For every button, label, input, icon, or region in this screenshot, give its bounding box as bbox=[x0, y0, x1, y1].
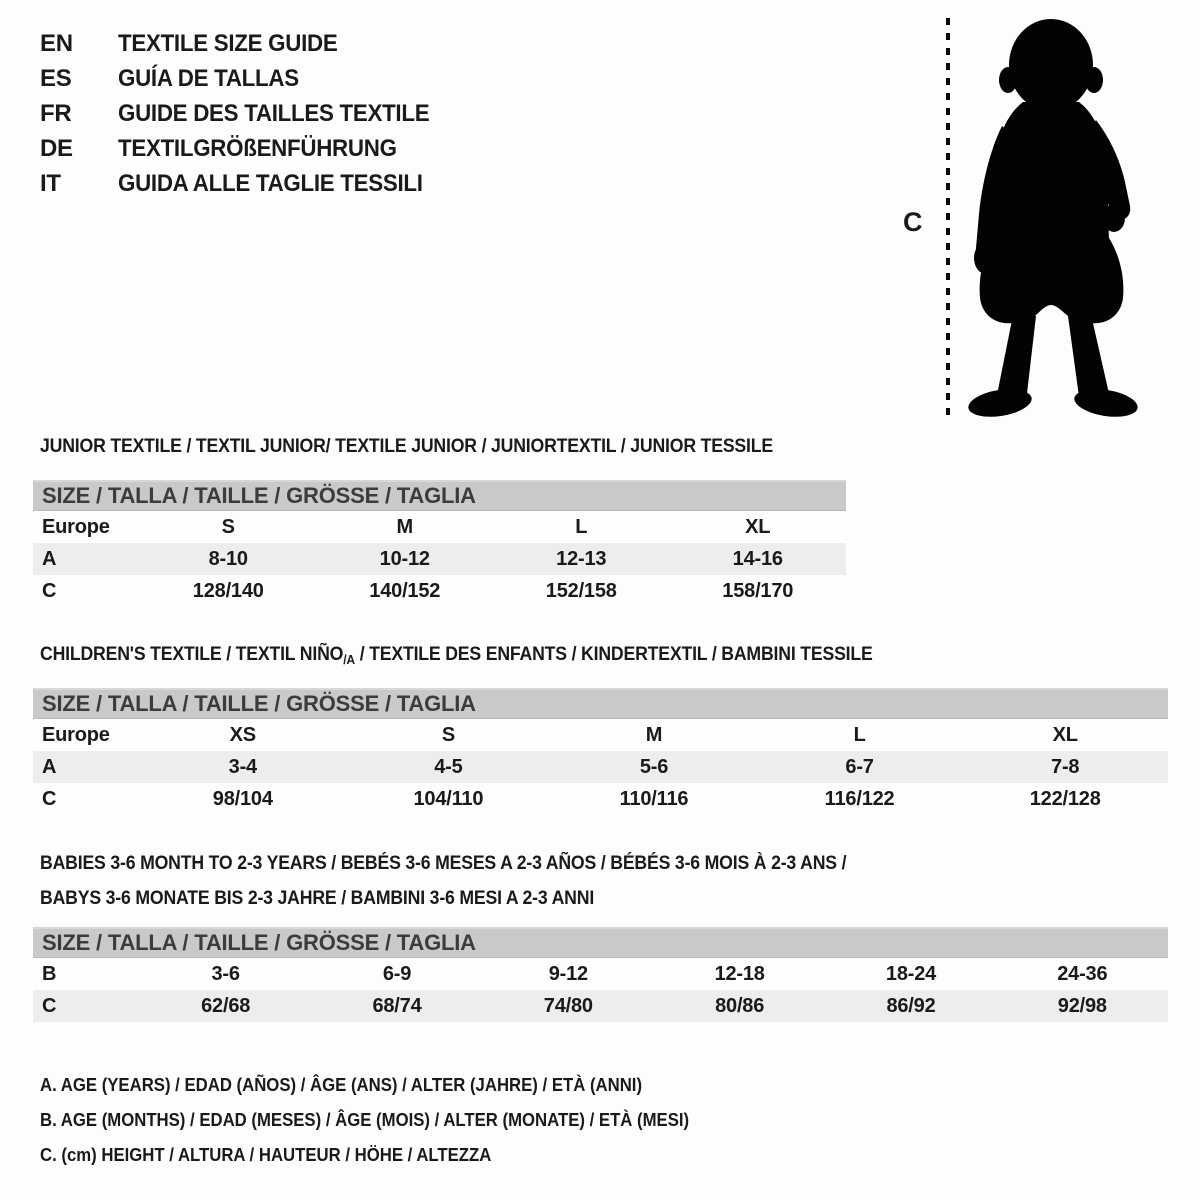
size-cell: L bbox=[575, 515, 588, 538]
months-cell: 6-9 bbox=[382, 962, 412, 985]
height-cell: 122/128 bbox=[1029, 787, 1101, 810]
babies-table-header bbox=[33, 927, 1168, 958]
toddler-silhouette bbox=[958, 14, 1146, 418]
months-cell: 3-6 bbox=[211, 962, 240, 985]
table-row bbox=[33, 543, 846, 575]
babies-title-line2: BABYS 3-6 MONATE BIS 2-3 JAHRE / BAMBINI 3-6 MESI A 2-3 ANNI bbox=[40, 888, 595, 909]
table-row bbox=[33, 751, 1168, 783]
height-cell: 140/152 bbox=[369, 579, 441, 602]
row-label: Europe bbox=[42, 723, 110, 746]
language-code: ES bbox=[40, 64, 72, 92]
table-row bbox=[33, 990, 1168, 1022]
age-cell: 3-4 bbox=[228, 755, 257, 778]
table-row bbox=[33, 575, 846, 607]
age-cell: 12-13 bbox=[556, 547, 607, 570]
language-row-en bbox=[40, 26, 453, 61]
row-label: C bbox=[42, 579, 57, 602]
row-label: C bbox=[42, 787, 57, 810]
size-header-label: SIZE / TALLA / TAILLE / GRÖSSE / TAGLIA bbox=[42, 483, 476, 508]
legend-line-c bbox=[40, 1138, 738, 1173]
table-row bbox=[33, 719, 1168, 751]
legend-line-a-text: A. AGE (YEARS) / EDAD (AÑOS) / ÂGE (ANS) / ALTER (JAHRE) / ETÀ (ANNI) bbox=[40, 1075, 643, 1095]
junior-table-header bbox=[33, 480, 846, 511]
height-cell: 92/98 bbox=[1057, 994, 1107, 1017]
height-cell: 110/116 bbox=[619, 787, 689, 810]
row-label: C bbox=[42, 994, 57, 1017]
age-cell: 8-10 bbox=[208, 547, 248, 570]
children-table-header bbox=[33, 688, 1168, 719]
table-row bbox=[33, 511, 846, 543]
language-row-es bbox=[40, 61, 453, 96]
language-code: EN bbox=[40, 29, 73, 57]
table-row bbox=[33, 783, 1168, 815]
language-list bbox=[40, 26, 453, 201]
months-cell: 12-18 bbox=[714, 962, 765, 985]
age-cell: 4-5 bbox=[434, 755, 463, 778]
legend-line-b bbox=[40, 1103, 738, 1138]
size-cell: M bbox=[396, 515, 413, 538]
language-row-de bbox=[40, 131, 453, 166]
language-label: TEXTILGRÖßENFÜHRUNG bbox=[118, 134, 397, 162]
months-cell: 24-36 bbox=[1057, 962, 1108, 985]
size-cell: XL bbox=[745, 515, 771, 538]
height-cell: 86/92 bbox=[886, 994, 936, 1017]
row-label: A bbox=[42, 547, 57, 570]
children-title-sub: /A bbox=[343, 652, 355, 667]
height-cell: 116/122 bbox=[824, 787, 895, 810]
height-cell: 74/80 bbox=[543, 994, 593, 1017]
legend-line-c-text: C. (cm) HEIGHT / ALTURA / HAUTEUR / HÖHE / ALTEZZA bbox=[40, 1145, 492, 1165]
months-cell: 9-12 bbox=[548, 962, 588, 985]
age-cell: 5-6 bbox=[639, 755, 669, 778]
junior-section-title bbox=[40, 436, 828, 458]
measure-label-c: C bbox=[903, 207, 923, 237]
language-code: IT bbox=[40, 169, 61, 197]
size-header-label: SIZE / TALLA / TAILLE / GRÖSSE / TAGLIA bbox=[42, 691, 476, 716]
size-cell: S bbox=[441, 723, 455, 746]
row-label: A bbox=[42, 755, 57, 778]
size-cell: S bbox=[221, 515, 235, 538]
age-cell: 6-7 bbox=[845, 755, 874, 778]
size-cell: XS bbox=[229, 723, 256, 746]
size-cell: L bbox=[853, 723, 866, 746]
language-label: TEXTILE SIZE GUIDE bbox=[118, 29, 338, 57]
junior-size-table bbox=[33, 480, 846, 607]
row-label: Europe bbox=[42, 515, 110, 538]
babies-section-title bbox=[40, 846, 907, 916]
height-cell: 104/110 bbox=[413, 787, 484, 810]
height-cell: 62/68 bbox=[201, 994, 251, 1017]
language-label: GUÍA DE TALLAS bbox=[118, 64, 299, 92]
children-title-post: / TEXTILE DES ENFANTS / KINDERTEXTIL / BAMBINI TESSILE bbox=[354, 644, 873, 665]
height-cell: 152/158 bbox=[545, 579, 617, 602]
size-header-label: SIZE / TALLA / TAILLE / GRÖSSE / TAGLIA bbox=[42, 930, 476, 955]
measurement-legend bbox=[40, 1068, 738, 1173]
height-cell: 128/140 bbox=[192, 579, 264, 602]
table-row bbox=[33, 958, 1168, 990]
age-cell: 14-16 bbox=[732, 547, 783, 570]
children-title-text bbox=[40, 644, 873, 666]
age-cell: 10-12 bbox=[379, 547, 430, 570]
language-row-it bbox=[40, 166, 453, 201]
size-cell: M bbox=[645, 723, 663, 746]
language-label: GUIDE DES TAILLES TEXTILE bbox=[118, 99, 430, 127]
row-label: B bbox=[42, 962, 57, 985]
language-label: GUIDA ALLE TAGLIE TESSILI bbox=[118, 169, 423, 197]
size-cell: XL bbox=[1052, 723, 1078, 746]
children-title-pre: CHILDREN'S TEXTILE / TEXTIL NIÑO bbox=[40, 644, 344, 665]
age-cell: 7-8 bbox=[1051, 755, 1080, 778]
babies-title-line1: BABIES 3-6 MONTH TO 2-3 YEARS / BEBÉS 3-6 MESES A 2-3 AÑOS / BÉBÉS 3-6 MOIS À 2-3 ANS / bbox=[40, 853, 847, 874]
height-cell: 68/74 bbox=[372, 994, 422, 1017]
months-cell: 18-24 bbox=[885, 962, 937, 985]
language-code: FR bbox=[40, 99, 72, 127]
height-cell: 158/170 bbox=[722, 579, 794, 602]
junior-title-text: JUNIOR TEXTILE / TEXTIL JUNIOR/ TEXTILE JUNIOR / JUNIORTEXTIL / JUNIOR TESSILE bbox=[40, 436, 773, 457]
height-measure-dashed-line bbox=[946, 18, 950, 416]
children-size-table bbox=[33, 688, 1168, 815]
language-row-fr bbox=[40, 96, 453, 131]
legend-line-b-text: B. AGE (MONTHS) / EDAD (MESES) / ÂGE (MOIS) / ALTER (MONATE) / ETÀ (MESI) bbox=[40, 1110, 690, 1130]
height-cell: 80/86 bbox=[715, 994, 765, 1017]
babies-size-table bbox=[33, 927, 1168, 1022]
children-section-title bbox=[40, 644, 935, 666]
height-cell: 98/104 bbox=[212, 787, 273, 810]
legend-line-a bbox=[40, 1068, 738, 1103]
language-code: DE bbox=[40, 134, 73, 162]
